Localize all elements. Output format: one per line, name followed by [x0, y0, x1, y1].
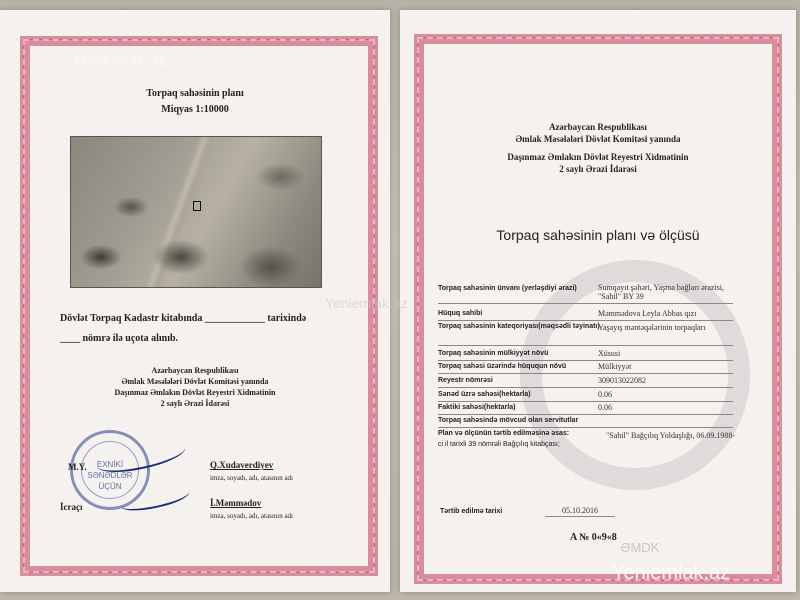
mp-label: M.Y. — [68, 462, 87, 472]
row-divider — [438, 401, 733, 402]
row-label-address: Torpaq sahəsinin ünvanı (yerləşdiyi ərazi) — [438, 285, 577, 292]
row-value-category: Yaşayış məntəqələrinin torpaqları — [598, 323, 706, 332]
emblem-label: ƏMDK — [620, 540, 660, 555]
cadastre-text: Dövlət Torpaq Kadastr kitabında — [60, 313, 203, 324]
number-blank: ____ — [60, 333, 80, 344]
row-divider — [438, 427, 733, 428]
head-name: Q.Xudaverdiyev — [210, 460, 274, 470]
row-label-document-area: Sənəd üzrə sahəsi(hektarla) — [438, 391, 531, 398]
stamp-line-1: EXNİKİ — [96, 460, 124, 469]
row-value-address: Sumqayıt şəhəri, Yaşma bağları ərazisi, "Sahil" BY 39 — [598, 283, 724, 301]
row-label-servitudes: Torpaq sahəsində mövcud olan servitutlar — [438, 417, 579, 424]
signature-caption-2: imza, soyadı, adı, atasının adı — [210, 512, 294, 520]
row-divider — [438, 387, 733, 388]
cadastre-line — [60, 313, 306, 324]
row-label-basis: Plan və ölçünün tərtib edilməsinə əsas: — [438, 430, 570, 437]
document-title: Torpaq sahəsinin planı və ölçüsü — [496, 227, 700, 243]
plan-title: Torpaq sahəsinin planı — [146, 88, 244, 99]
right-org-line-3: Daşınmaz Əmlakın Dövlət Reyestri Xidmətinin — [507, 152, 689, 162]
right-org-line-2: Əmlak Məsələləri Dövlət Komitəsi yanında — [515, 134, 681, 144]
date-blank: ____________ — [204, 313, 265, 324]
right-org-line-1: Azərbaycan Respublikası — [549, 122, 647, 132]
left-org-line-2: Əmlak Məsələləri Dövlət Komitəsi yanında — [121, 377, 269, 386]
row-label-basis-cont: ci il tarixli 39 nömrəli Bağçılıq kitabçası; — [438, 441, 560, 448]
row-value-right-type: Mülkiyyət — [598, 362, 632, 371]
row-divider — [438, 373, 733, 374]
stamp-line-2: SƏNƏDLƏR — [87, 471, 133, 480]
site-watermark-bottom: Yeniemlak.az — [612, 562, 731, 584]
row-value-actual-area: 0.06 — [598, 403, 612, 412]
row-label-right-type: Torpaq sahəsi üzərində hüququn növü — [438, 363, 567, 370]
left-org-line-3: Daşınmaz Əmlakın Dövlət Reyestri Xidmətinin — [114, 388, 276, 397]
row-divider — [438, 345, 733, 346]
compiled-date-label: Tərtib edilmə tarixi — [440, 508, 503, 515]
plan-scale: Miqyas 1:10000 — [161, 104, 229, 115]
row-label-ownership-type: Torpaq sahəsinin mülkiyyət növü — [438, 350, 549, 357]
plot-marker — [193, 201, 201, 211]
performer-label: İcraçı — [60, 502, 83, 512]
compiled-date-value: 05.10.2016 — [562, 506, 598, 515]
registration-line — [60, 333, 178, 344]
row-label-actual-area: Faktiki sahəsi(hektarla) — [438, 404, 516, 411]
row-label-category: Torpaq sahəsinin kateqoriyası(məqsədli təyinatı) — [438, 323, 600, 330]
compiled-date-underline — [545, 516, 615, 517]
row-value-ownership-type: Xüsusi — [598, 349, 621, 358]
row-divider — [438, 320, 733, 321]
row-label-registry-number: Reyestr nömrəsi — [438, 377, 493, 384]
site-watermark-middle: Yeniemlak.az — [325, 295, 408, 311]
right-org-line-4: 2 saylı Ərazi İdarəsi — [559, 164, 637, 174]
registered-text: nömrə ilə uçota alınıb. — [82, 333, 179, 344]
serial-number: A № 0«9«8 — [570, 532, 617, 543]
performer-name: İ.Məmmədov — [210, 498, 262, 508]
row-divider — [438, 414, 733, 415]
aerial-photo — [70, 136, 322, 288]
stamp-line-3: ÜÇÜN — [98, 482, 122, 491]
left-org-line-1: Azərbaycan Respublikası — [151, 366, 239, 375]
row-label-owner: Hüquq sahibi — [438, 310, 483, 317]
row-value-document-area: 0.06 — [598, 390, 612, 399]
row-value-basis: "Sahil" Bağçılıq Yoldaşlığı, 06.09.1988- — [606, 431, 735, 440]
signature-caption-1: imza, soyadı, adı, atasının adı — [210, 474, 294, 482]
date-suffix: tarixində — [267, 313, 307, 324]
row-divider — [438, 303, 733, 304]
row-value-owner: Məmmədova Leyla Abbas qızı — [598, 309, 697, 318]
site-watermark-top: Yeniemlak.az — [72, 52, 167, 69]
row-divider — [438, 360, 733, 361]
row-value-registry-number: 309013022082 — [598, 376, 646, 385]
left-org-line-4: 2 saylı Ərazi İdarəsi — [160, 399, 230, 408]
